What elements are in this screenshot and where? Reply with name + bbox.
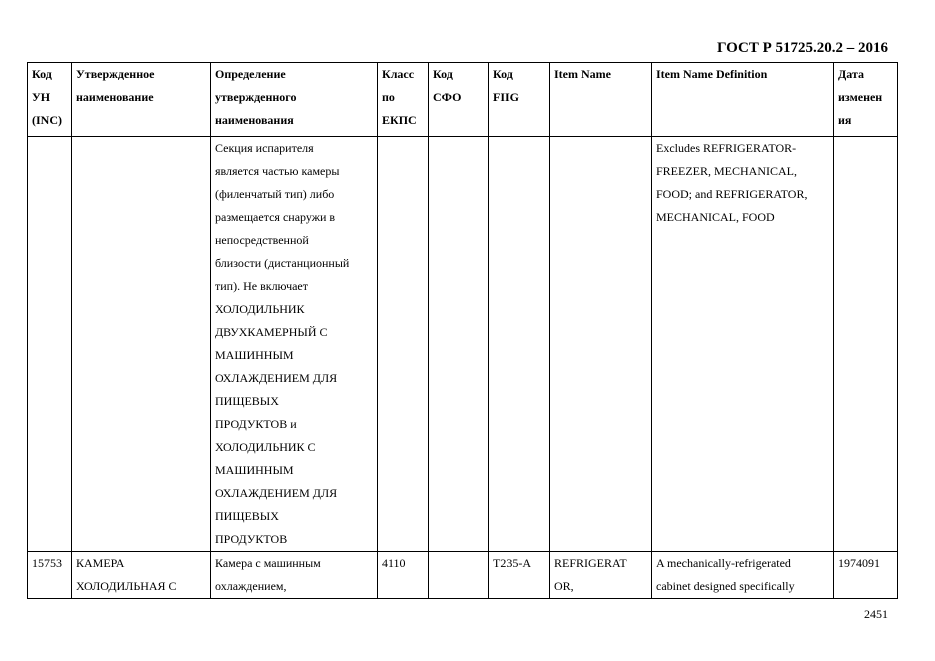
header-inc: Код УН (INC) (28, 63, 72, 137)
cell-item-name (550, 137, 652, 552)
header-approved-name: Утвержденное наименование (72, 63, 211, 137)
cell-item-name-definition: Excludes REFRIGERATOR- FREEZER, MECHANICAL, FOOD; and REFRIGERATOR, MECHANICAL, FOOD (652, 137, 834, 552)
cell-sfo (429, 137, 489, 552)
table-row (28, 552, 898, 599)
header-definition: Определение утвержденного наименования (211, 63, 378, 137)
cell-definition: Камера с машинным охлаждением, (211, 552, 378, 599)
header-sfo: Код СФО (429, 63, 489, 137)
header-fiig: Код FIIG (489, 63, 550, 137)
page-number: 2451 (864, 607, 888, 621)
table-row (28, 137, 898, 552)
document-code: ГОСТ Р 51725.20.2 – 2016 (716, 40, 888, 56)
table-header-row (28, 63, 898, 137)
cell-definition: Секция испарителя является частью камеры (филенчатый тип) либо размещается снаружи в непосредственной близости (дистанционный тип). Не включает ХОЛОДИЛЬНИК ДВУХКАМЕРНЫЙ С МАШИННЫМ ОХЛАЖДЕНИЕМ ДЛЯ ПИЩЕВЫХ ПРОДУКТОВ и ХОЛОДИЛЬНИК С МАШИННЫМ ОХЛАЖДЕНИЕМ ДЛЯ ПИЩЕВЫХ ПРОДУКТОВ (211, 137, 378, 552)
cell-approved-name: КАМЕРА ХОЛОДИЛЬНАЯ С (72, 552, 211, 599)
cell-change-date: 1974091 (834, 552, 898, 599)
cell-fiig (489, 137, 550, 552)
cell-approved-name (72, 137, 211, 552)
cell-item-name-definition: A mechanically-refrigerated cabinet designed specifically (652, 552, 834, 599)
cell-fiig: T235-A (489, 552, 550, 599)
cell-class: 4110 (378, 552, 429, 599)
catalog-table (27, 62, 898, 599)
cell-change-date (834, 137, 898, 552)
header-item-name: Item Name (550, 63, 652, 137)
cell-inc (28, 137, 72, 552)
cell-item-name: REFRIGERAT OR, (550, 552, 652, 599)
cell-sfo (429, 552, 489, 599)
cell-inc: 15753 (28, 552, 72, 599)
header-class: Класс по ЕКПС (378, 63, 429, 137)
header-change-date: Дата изменен ия (834, 63, 898, 137)
header-item-name-definition: Item Name Definition (652, 63, 834, 137)
cell-class (378, 137, 429, 552)
